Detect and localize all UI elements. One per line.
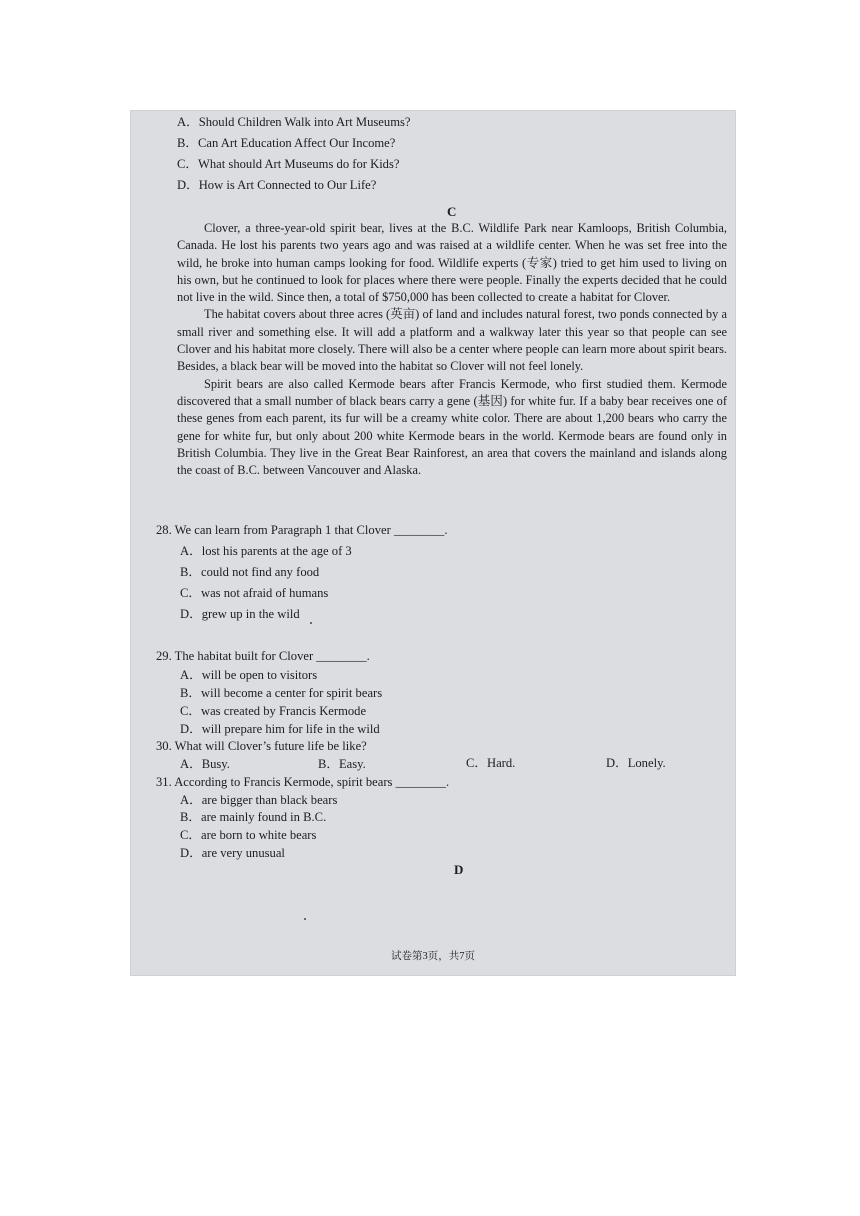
question-30-option-d: D．Lonely. <box>606 756 666 770</box>
question-30-option-b: B．Easy. <box>318 757 366 771</box>
question-28-stem: 28. We can learn from Paragraph 1 that Clover ________. <box>156 523 448 537</box>
question-29-stem: 29. The habitat built for Clover ________. <box>156 649 370 663</box>
option-b-c: C．What should Art Museums do for Kids? <box>177 157 400 171</box>
page-footer: 试卷第3页，共7页 <box>391 951 475 962</box>
question-29-option-c: C．was created by Francis Kermode <box>180 704 367 718</box>
option-b-d: D．How is Art Connected to Our Life? <box>177 178 377 192</box>
question-28-option-b: B．could not find any food <box>180 565 320 579</box>
section-d-heading: D <box>454 862 464 877</box>
question-29-option-b: B．will become a center for spirit bears <box>180 686 383 700</box>
question-29-option-d: D．will prepare him for life in the wild <box>180 722 380 736</box>
passage <box>177 220 727 479</box>
question-28-option-a: A．lost his parents at the age of 3 <box>180 544 352 558</box>
passage-paragraph-3: Spirit bears are also called Kermode bears after Francis Kermode, who first studied them. Kermode discovered that a small number of black bears carry a gene (基因) for white fur. If a baby bear receives one of these genes from each parent, its fur will be a creamy white color. There are about 1,200 bears who carry the gene for white fur, but only about 200 white Kermode bears in the world. Kermode bears are found only in British Columbia. They live in the Great Bear Rainforest, an area that covers the mainland and islands along the coast of B.C. between Vancouver and Alaska. <box>177 376 727 478</box>
option-b-b: B．Can Art Education Affect Our Income? <box>177 136 396 150</box>
question-31-option-a: A．are bigger than black bears <box>180 793 338 807</box>
question-28-option-c: C．was not afraid of humans <box>180 586 329 600</box>
question-31-option-d: D．are very unusual <box>180 846 285 860</box>
question-28-option-d: D．grew up in the wild <box>180 607 300 621</box>
option-b-a: A．Should Children Walk into Art Museums? <box>177 115 411 129</box>
exam-page <box>130 110 736 976</box>
passage-paragraph-1: Clover, a three-year-old spirit bear, lives at the B.C. Wildlife Park near Kamloops, British Columbia, Canada. He lost his parents two years ago and was raised at a wildlife center. When he was set free into the wild, he broke into human camps looking for food. Wildlife experts (专家) tried to get him used to living on his own, but he continued to look for places where there were people. Finally the experts decided that he could not live in the wild. Since then, a total of $750,000 has been collected to create a habitat for Clover. <box>177 221 727 305</box>
question-30-stem: 30. What will Clover’s future life be like? <box>156 739 367 753</box>
question-31-option-b: B．are mainly found in B.C. <box>180 810 327 824</box>
question-29-option-a: A．will be open to visitors <box>180 668 318 682</box>
section-c-heading: C <box>447 204 457 219</box>
question-30-option-c: C．Hard. <box>466 756 516 770</box>
scan-speck <box>310 622 312 624</box>
question-31-option-c: C．are born to white bears <box>180 828 317 842</box>
question-31-stem: 31. According to Francis Kermode, spirit bears ________. <box>156 775 450 789</box>
question-30-option-a: A．Busy. <box>180 757 230 771</box>
passage-paragraph-2: The habitat covers about three acres (英亩) of land and includes natural forest, two ponds connected by a small river and something else. It will add a platform and a walkway later this year so that people can see Clover and his habitat more closely. There will also be a center where people can learn more about spirit bears. Besides, a black bear will be moved into the habitat so Clover will not feel lonely. <box>177 307 727 374</box>
scan-speck <box>304 918 306 920</box>
